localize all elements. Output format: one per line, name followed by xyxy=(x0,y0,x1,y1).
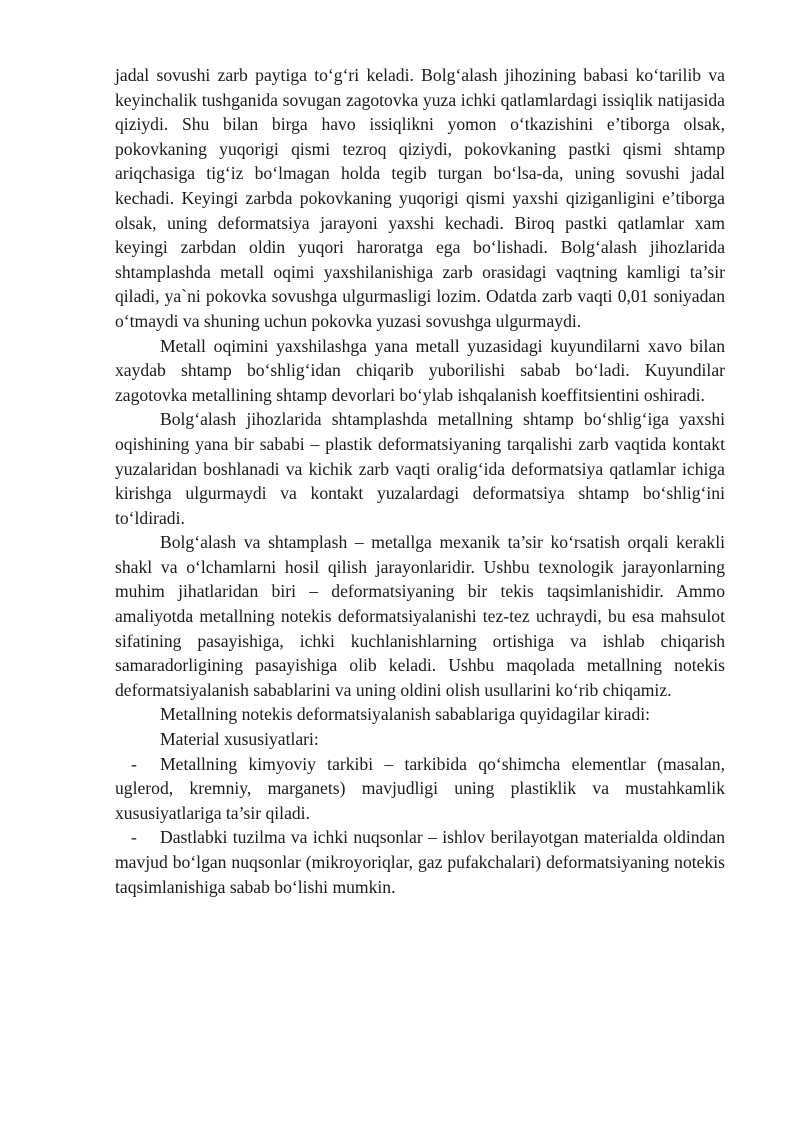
list-item xyxy=(115,825,725,899)
list-bullet-marker: - xyxy=(131,753,137,774)
paragraph-heat-transfer: jadal sovushi zarb paytiga to‘g‘ri keladi. Bolg‘alash jihozining babasi ko‘tarilib va keyinchalik tushganida sovugan zagotovka yuza ichki qatlamlardagi issiqlik natijasida qiziydi. Shu bilan birga havo issiqlikni yomon o‘tkazishini e’tiborga olsak, pokovkaning yuqorigi qismi tezroq qiziydi, pokovkaning pastki qismi shtamp ariqchasiga tig‘iz bo‘lmagan holda tegib turgan bo‘lsa-da, uning sovushi jadal kechadi. Keyingi zarbda pokovkaning yuqorigi qismi yaxshi qiziganligini e’tiborga olsak, uning deformatsiya jarayoni yaxshi kechadi. Biroq pastki qatlamlar xam keyingi zarbdan oldin yuqori haroratga ega bo‘lishadi. Bolg‘alash jihozlarida shtamplashda metall oqimi yaxshilanishiga zarb orasidagi vaqtning kamligi ta’sir qiladi, ya`ni pokovka sovushga ulgurmasligi lozim. Odatda zarb vaqti 0,01 soniyadan o‘tmaydi va shuning uchun pokovka yuzasi sovushga ulgurmaydi. xyxy=(115,65,725,331)
list-item-text: Dastlabki tuzilma va ichki nuqsonlar – ishlov berilayotgan materialda oldindan mavjud bo‘lgan nuqsonlar (mikroyoriqlar, gaz pufakchalari) deformatsiyaning notekis taqsimlanishiga sabab bo‘lishi mumkin. xyxy=(115,827,725,897)
list-bullet-marker: - xyxy=(131,827,137,848)
paragraph-contact-deformation: Bolg‘alash jihozlarida shtamplashda metallning shtamp bo‘shlig‘iga yaxshi oqishining yana bir sababi – plastik deformatsiyaning tarqalishi zarb vaqtida kontakt yuzalaridan boshlanadi va kichik zarb vaqti oralig‘ida deformatsiya qatlamlar ichiga kirishga ulgurmaydi va kontakt yuzalardagi deformatsiya shtamp bo‘shlig‘ini to‘ldiradi. xyxy=(115,409,725,528)
list-item xyxy=(115,752,725,826)
paragraph-scale-removal: Metall oqimini yaxshilashga yana metall yuzasidagi kuyundilarni xavo bilan xaydab shtamp bo‘shlig‘idan chiqarib yuborilishi sabab bo‘ladi. Kuyundilar zagotovka metallining shtamp devorlari bo‘ylab ishqalanish koeffitsientini oshiradi. xyxy=(115,335,725,405)
paragraph-forging-overview: Bolg‘alash va shtamplash – metallga mexanik ta’sir ko‘rsatish orqali kerakli shakl va o‘lchamlarni hosil qilish jarayonlaridir. Ushbu texnologik jarayonlarning muhim jihatlaridan biri – deformatsiyaning bir tekis taqsimlanishidir. Ammo amaliyotda metallning notekis deformatsiyalanishi tez-tez uchraydi, bu esa mahsulot sifatining pasayishiga, ichki kuchlanishlarning ortishiga va ishlab chiqarish samaradorligining pasayishiga olib keladi. Ushbu maqolada metallning notekis deformatsiyalanish sabablarini va uning oldini olish usullarini ko‘rib chiqamiz. xyxy=(115,532,725,700)
paragraph-material-properties-heading: Material xususiyatlari: xyxy=(160,729,319,750)
document-page xyxy=(115,63,725,899)
list-item-text: Metallning kimyoviy tarkibi – tarkibida qo‘shimcha elementlar (masalan, uglerod, kremniy, marganets) mavjudligi uning plastiklik va mustahkamlik xususiyatlariga ta’sir qiladi. xyxy=(115,753,725,823)
paragraph-causes-intro: Metallning notekis deformatsiyalanish sabablariga quyidagilar kiradi: xyxy=(160,704,651,725)
